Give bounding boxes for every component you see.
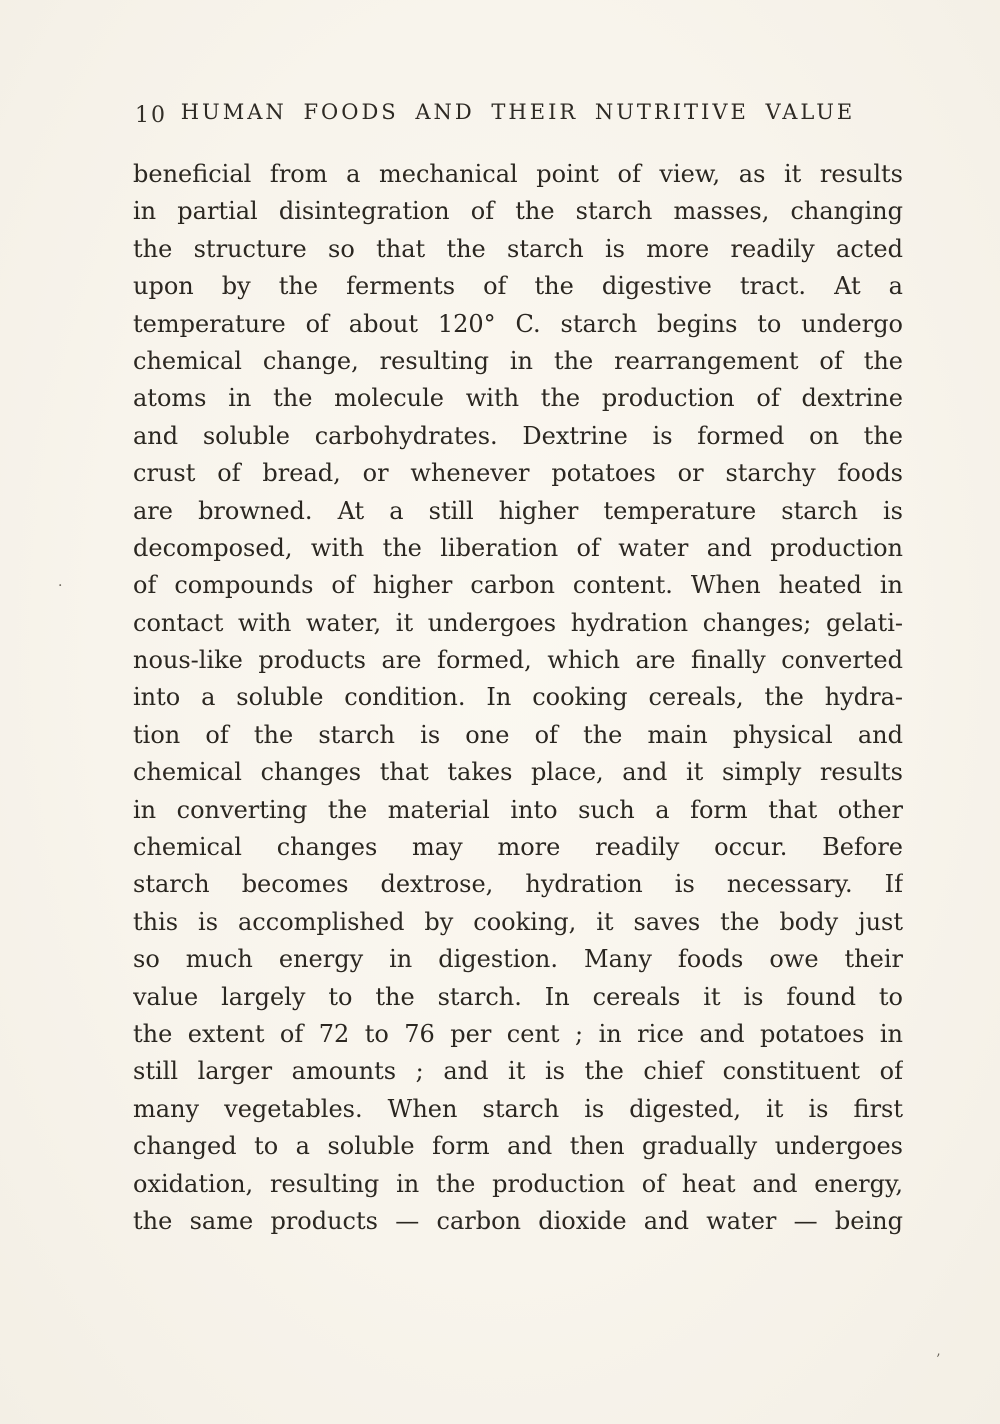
text-line: the extent of 72 to 76 per cent ; in rice and potatoes in: [133, 1019, 903, 1048]
text-line: decomposed, with the liberation of water and production: [133, 533, 903, 562]
text-line: into a soluble condition. In cooking cereals, the hydra-: [133, 683, 903, 712]
text-line: nous-like products are formed, which are finally converted: [133, 646, 903, 675]
text-line: starch becomes dextrose, hydration is necessary. If: [133, 870, 903, 899]
text-line: of compounds of higher carbon content. When heated in: [133, 571, 903, 600]
text-line: so much energy in digestion. Many foods owe their: [133, 945, 903, 974]
text-line: chemical change, resulting in the rearrangement of the: [133, 346, 903, 375]
text-line: the same products — carbon dioxide and water — being: [133, 1206, 903, 1235]
text-line: oxidation, resulting in the production of heat and energy,: [133, 1169, 903, 1198]
text-line: chemical changes may more readily occur. Before: [133, 833, 903, 862]
text-line: atoms in the molecule with the production of dextrine: [133, 384, 903, 413]
page-number: 10: [135, 103, 167, 128]
text-line: beneficial from a mechanical point of view, as it results: [133, 160, 903, 188]
text-line: in converting the material into such a form that other: [133, 795, 903, 824]
text-line: temperature of about 120° C. starch begins to undergo: [133, 309, 903, 338]
scan-speck-left: ·: [58, 578, 63, 594]
header-title: HUMAN FOODS AND THEIR NUTRITIVE VALUE: [180, 100, 856, 124]
text-line: changed to a soluble form and then gradually undergoes: [133, 1132, 903, 1161]
scan-speck-bottom-right: ’: [936, 1352, 941, 1368]
running-header: [133, 100, 903, 134]
text-line: value largely to the starch. In cereals it is found to: [133, 982, 903, 1011]
text-line: in partial disintegration of the starch masses, changing: [133, 197, 903, 226]
text-line: the structure so that the starch is more readily acted: [133, 234, 903, 263]
text-line: tion of the starch is one of the main physical and: [133, 720, 903, 749]
text-line: upon by the ferments of the digestive tract. At a: [133, 272, 903, 301]
text-line: crust of bread, or whenever potatoes or starchy foods: [133, 459, 903, 488]
body-text: [133, 156, 903, 1240]
text-line: are browned. At a still higher temperature starch is: [133, 496, 903, 525]
text-line: contact with water, it undergoes hydration changes; gelati-: [133, 608, 903, 637]
text-line: many vegetables. When starch is digested, it is first: [133, 1094, 903, 1123]
text-line: still larger amounts ; and it is the chief constituent of: [133, 1057, 903, 1086]
text-line: and soluble carbohydrates. Dextrine is formed on the: [133, 421, 903, 450]
text-line: this is accomplished by cooking, it saves the body just: [133, 907, 903, 936]
text-line: chemical changes that takes place, and it simply results: [133, 758, 903, 787]
